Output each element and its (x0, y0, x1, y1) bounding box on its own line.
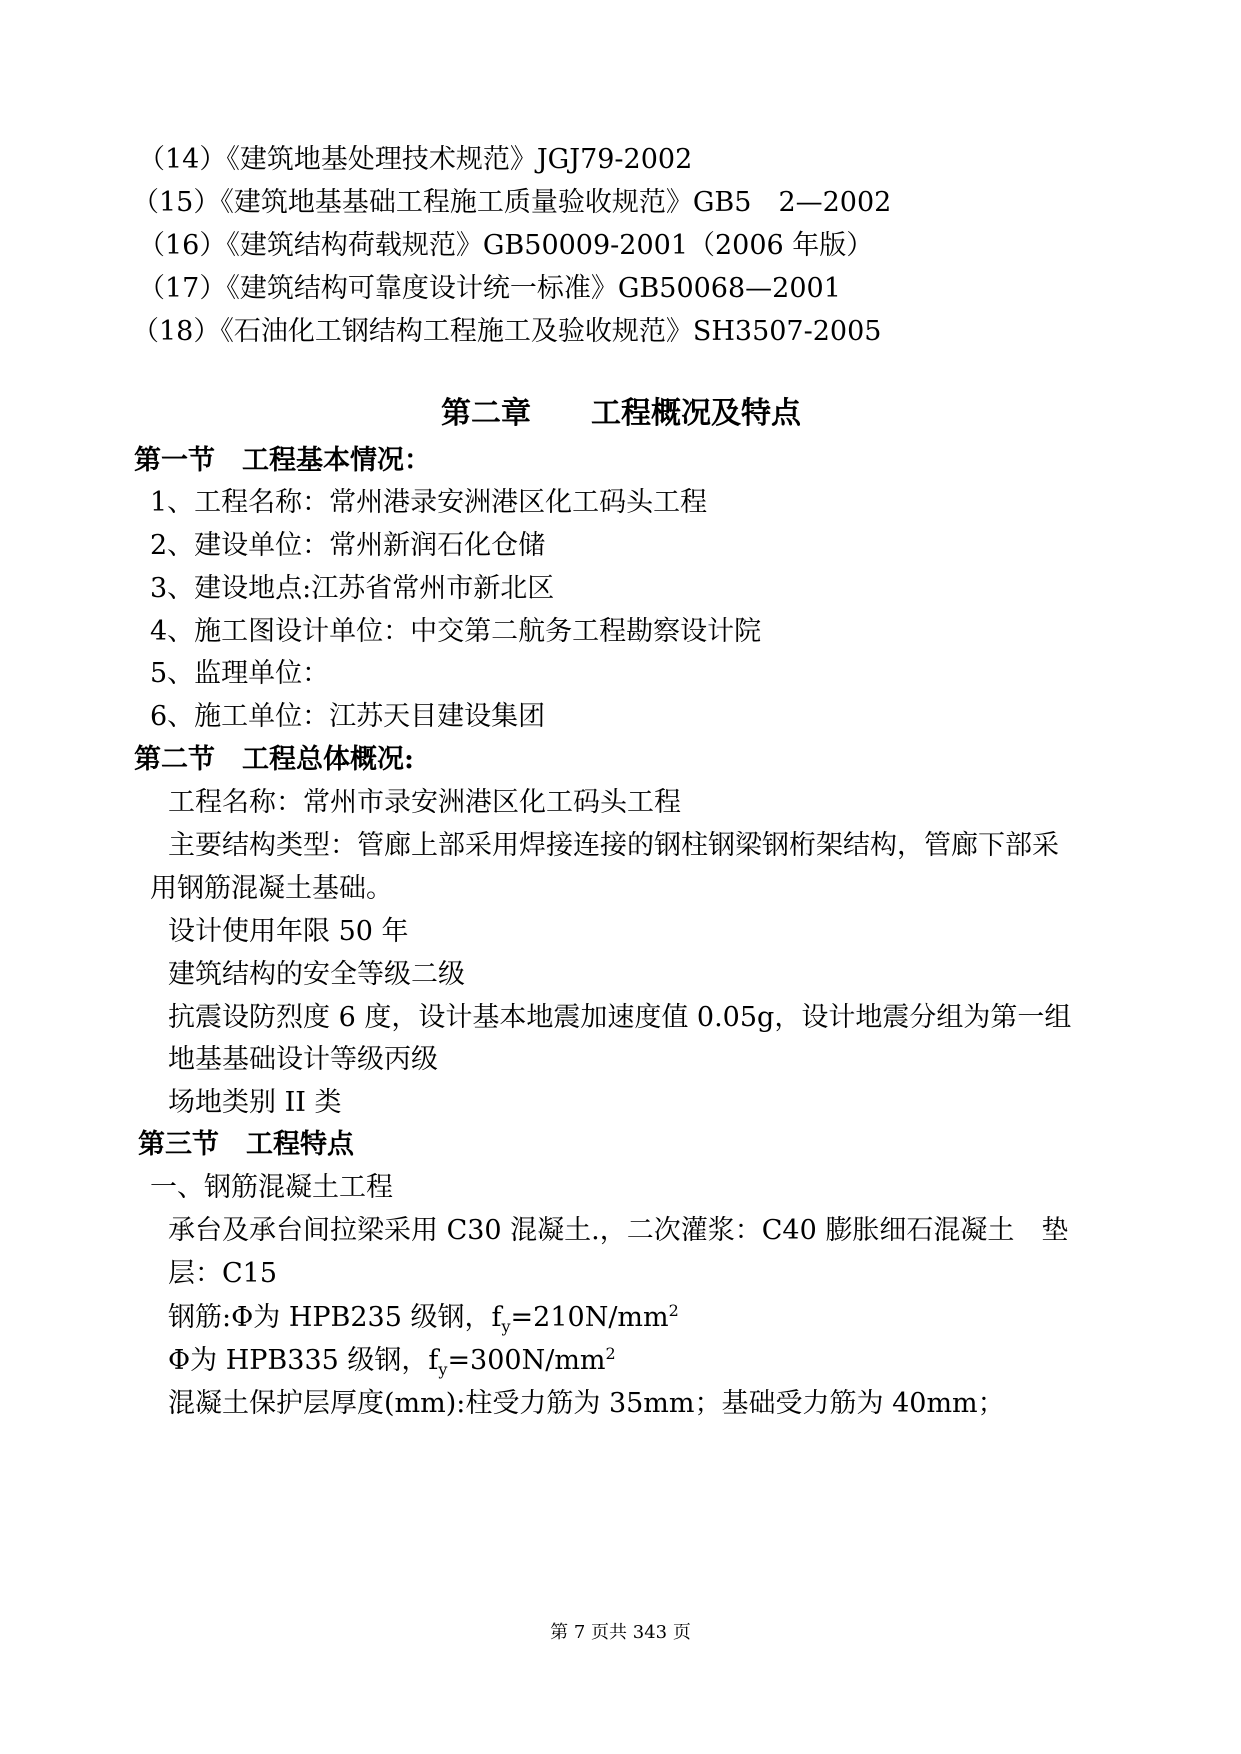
paragraph-line: 混凝土保护层厚度(mm):柱受力筋为 35mm；基础受力筋为 40mm； (168, 1388, 1005, 1419)
paragraph-line: 地基基础设计等级丙级 (168, 1044, 438, 1075)
steel-spec-text: 钢筋:Φ为 HPB235 级钢，f (168, 1302, 502, 1333)
paragraph-line: 层：C15 (168, 1258, 278, 1289)
paragraph-line: 设计使用年限 50 年 (168, 916, 409, 947)
steel-spec-line (168, 1343, 616, 1379)
paragraph-line: 用钢筋混凝土基础。 (150, 873, 393, 904)
superscript: 2 (605, 1344, 616, 1363)
list-item: 4、施工图设计单位：中交第二航务工程勘察设计院 (150, 616, 762, 647)
list-item: 2、建设单位：常州新润石化仓储 (150, 530, 546, 561)
reference-item: （16）《建筑结构荷载规范》GB50009-2001（2006 年版） (138, 230, 874, 261)
steel-spec-text: Φ为 HPB335 级钢，f (168, 1345, 439, 1376)
list-item: 6、施工单位：江苏天目建设集团 (150, 701, 546, 732)
steel-spec-text: =300N/mm (447, 1345, 606, 1376)
paragraph-line: 抗震设防烈度 6 度，设计基本地震加速度值 0.05g，设计地震分组为第一组 (168, 1002, 1072, 1033)
reference-item: （15）《建筑地基基础工程施工质量验收规范》GB5 2—2002 (132, 187, 892, 218)
section-heading: 第二节 工程总体概况: (134, 744, 414, 775)
page-footer: 第 7 页共 343 页 (550, 1622, 691, 1643)
section-heading: 第一节 工程基本情况： (134, 445, 431, 476)
chapter-title: 第二章 工程概况及特点 (441, 396, 801, 431)
paragraph-line: 工程名称：常州市录安洲港区化工码头工程 (168, 787, 681, 818)
steel-spec-text: =210N/mm (510, 1302, 669, 1333)
subsection-heading: 一、钢筋混凝土工程 (150, 1172, 393, 1203)
subscript: y (438, 1360, 448, 1379)
subscript: y (501, 1317, 511, 1336)
section-heading: 第三节 工程特点 (138, 1129, 354, 1160)
list-item: 3、建设地点:江苏省常州市新北区 (150, 573, 555, 604)
steel-spec-line (168, 1300, 679, 1336)
paragraph-line: 建筑结构的安全等级二级 (168, 959, 465, 990)
superscript: 2 (668, 1301, 679, 1320)
reference-item: （14）《建筑地基处理技术规范》JGJ79-2002 (138, 144, 693, 175)
list-item: 1、工程名称：常州港录安洲港区化工码头工程 (150, 487, 708, 518)
paragraph-line: 主要结构类型：管廊上部采用焊接连接的钢柱钢梁钢桁架结构，管廊下部采 (168, 830, 1059, 861)
list-item: 5、监理单位： (150, 658, 330, 689)
paragraph-line: 场地类别 II 类 (168, 1087, 342, 1118)
paragraph-line: 承台及承台间拉梁采用 C30 混凝土.，二次灌浆：C40 膨胀细石混凝土 垫 (168, 1215, 1069, 1246)
reference-item: （18）《石油化工钢结构工程施工及验收规范》SH3507-2005 (132, 316, 882, 347)
reference-item: （17）《建筑结构可靠度设计统一标准》GB50068—2001 (138, 273, 841, 304)
